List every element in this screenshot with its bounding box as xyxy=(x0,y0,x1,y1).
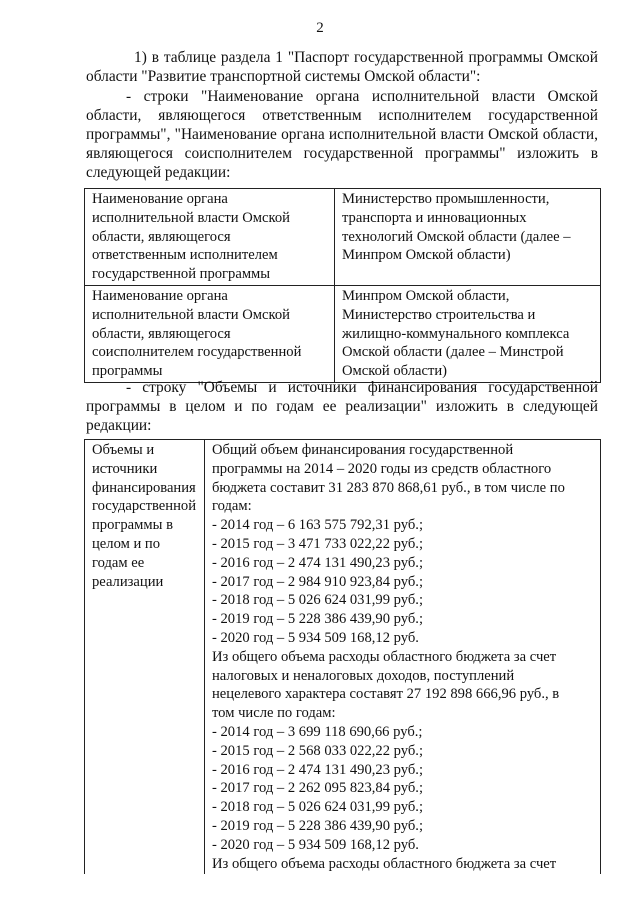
cell-text: государственной программы xyxy=(92,266,271,283)
item1-line: программы", "Наименование органа исполнительной власти Омской области, xyxy=(86,126,598,143)
item1-line: являющегося соисполнителем государственной программы" изложить в xyxy=(86,145,598,162)
cell-text: - 2014 год – 6 163 575 792,31 руб.; xyxy=(212,517,424,534)
cell-text: - 2015 год – 3 471 733 022,22 руб.; xyxy=(212,535,424,552)
cell-text: Омской области (далее – Минстрой xyxy=(342,344,564,361)
cell-text: программы xyxy=(92,363,163,380)
cell-text: финансирования xyxy=(92,479,196,496)
table-row xyxy=(85,440,601,875)
cell-text: - 2020 год – 5 934 509 168,12 руб. xyxy=(212,836,419,853)
item1-paragraph xyxy=(86,87,598,182)
cell-text: Из общего объема расходы областного бюджета за счет xyxy=(212,855,557,872)
cell-text: Общий объем финансирования государственной xyxy=(212,442,514,458)
item2-line: - строку "Объемы и источники финансирования государственной xyxy=(126,379,598,396)
cell-text: - 2015 год – 2 568 033 022,22 руб.; xyxy=(212,742,424,759)
cell-text: Наименование органа xyxy=(92,287,228,304)
cell-text: Министерство строительства и xyxy=(342,306,536,323)
responsible-executors-table xyxy=(84,188,601,383)
cell-text: - 2017 год – 2 984 910 923,84 руб.; xyxy=(212,573,424,590)
table-label-cell xyxy=(85,189,335,286)
cell-text: - 2018 год – 5 026 624 031,99 руб.; xyxy=(212,592,424,609)
cell-text: - 2014 год – 3 699 118 690,66 руб.; xyxy=(212,723,423,740)
page-number: 2 xyxy=(316,20,324,36)
cell-text: Из общего объема расходы областного бюджета за счет xyxy=(212,648,557,665)
cell-text: годам: xyxy=(212,498,252,515)
cell-text: исполнительной власти Омской xyxy=(92,209,290,226)
cell-text: Омской области) xyxy=(342,363,447,380)
cell-text: налоговых и неналоговых доходов, поступлений xyxy=(212,667,515,684)
table-value-cell xyxy=(205,440,601,875)
item2-line: редакции: xyxy=(86,417,152,434)
intro-line: области "Развитие транспортной системы Омской области": xyxy=(86,68,481,85)
cell-text: - 2020 год – 5 934 509 168,12 руб. xyxy=(212,629,419,646)
item1-line: области, являющегося ответственным исполнителем государственной xyxy=(86,107,598,124)
cell-text: годам ее xyxy=(92,554,145,571)
table-value-cell xyxy=(335,285,601,382)
cell-text: реализации xyxy=(92,573,164,590)
cell-text: ответственным исполнителем xyxy=(92,247,278,264)
cell-text: Минпром Омской области, xyxy=(342,287,510,304)
cell-text: - 2019 год – 5 228 386 439,90 руб.; xyxy=(212,817,424,834)
cell-text: Объемы и xyxy=(92,442,155,458)
cell-text: программы в xyxy=(92,517,173,534)
cell-text: - 2017 год – 2 262 095 823,84 руб.; xyxy=(212,780,424,797)
cell-text: - 2016 год – 2 474 131 490,23 руб.; xyxy=(212,554,424,571)
item2-line: программы в целом и по годам ее реализации" изложить в следующей xyxy=(86,398,598,415)
cell-text: жилищно-коммунального комплекса xyxy=(342,325,570,342)
item1-line: - строки "Наименование органа исполнительной власти Омской xyxy=(126,88,598,105)
table-label-cell xyxy=(85,440,205,875)
table-row xyxy=(85,189,601,286)
cell-text: области, являющегося xyxy=(92,325,231,342)
cell-text: государственной xyxy=(92,498,197,515)
intro-line: 1) в таблице раздела 1 "Паспорт государственной программы Омской xyxy=(134,49,598,66)
cell-text: - 2019 год – 5 228 386 439,90 руб.; xyxy=(212,611,424,628)
cell-text: технологий Омской области (далее – xyxy=(342,228,571,245)
cell-text: нецелевого характера составят 27 192 898 666,96 руб., в xyxy=(212,686,560,703)
cell-text: программы на 2014 – 2020 годы из средств областного xyxy=(212,460,552,477)
cell-text: Минпром Омской области) xyxy=(342,247,511,264)
item2-paragraph xyxy=(86,378,598,435)
cell-text: транспорта и инновационных xyxy=(342,209,527,226)
cell-text: области, являющегося xyxy=(92,228,231,245)
cell-text: Наименование органа xyxy=(92,191,228,207)
cell-text: бюджета составит 31 283 870 868,61 руб., в том числе по xyxy=(212,479,565,496)
cell-text: исполнительной власти Омской xyxy=(92,306,290,323)
table-label-cell xyxy=(85,285,335,382)
cell-text: - 2016 год – 2 474 131 490,23 руб.; xyxy=(212,761,424,778)
table-row xyxy=(85,285,601,382)
item1-line: следующей редакции: xyxy=(86,164,231,181)
financing-table xyxy=(84,439,601,874)
intro-paragraph xyxy=(86,48,598,86)
table-value-cell xyxy=(335,189,601,286)
cell-text: том числе по годам: xyxy=(212,705,336,722)
cell-text: целом и по xyxy=(92,535,161,552)
cell-text: Министерство промышленности, xyxy=(342,191,550,207)
cell-text: соисполнителем государственной xyxy=(92,344,302,361)
cell-text: - 2018 год – 5 026 624 031,99 руб.; xyxy=(212,799,424,816)
cell-text: источники xyxy=(92,460,158,477)
